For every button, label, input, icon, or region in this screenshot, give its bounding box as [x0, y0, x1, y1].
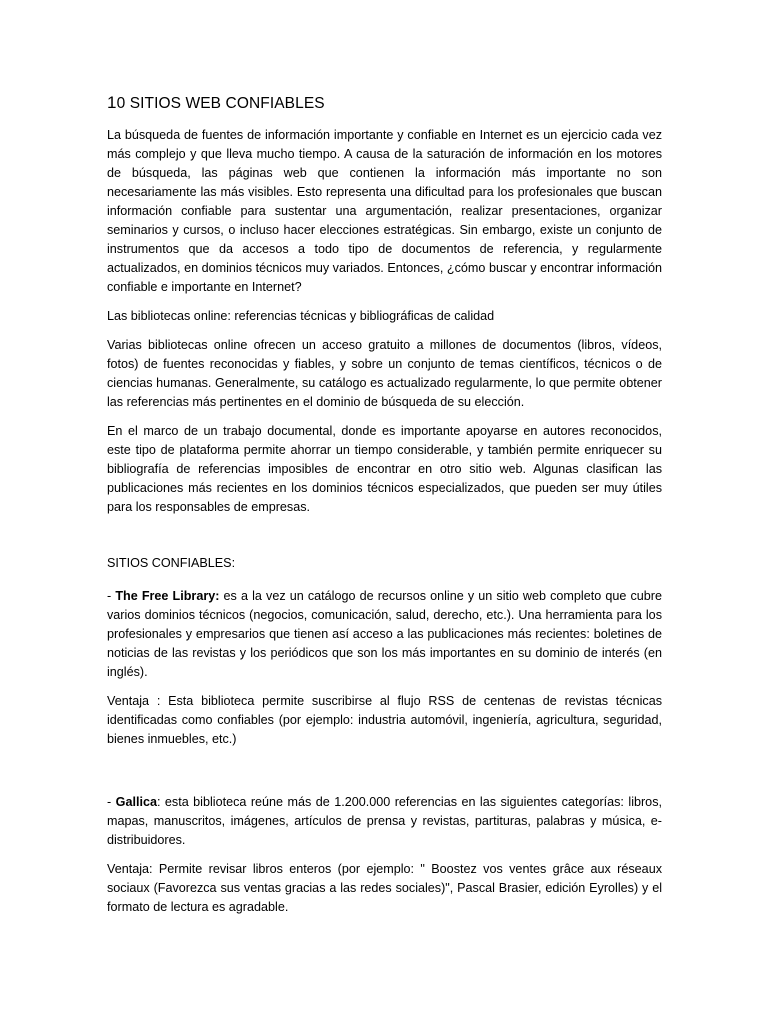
title-rest: 0 SITIOS WEB CONFIABLES [116, 95, 325, 112]
libraries-paragraph: Varias bibliotecas online ofrecen un acceso gratuito a millones de documentos (libros, vídeos, fotos) de fuentes reconocidas y fiables, y sobre un conjunto de temas científicos, técnicos o de ciencias humanas. Generalmente, su catálogo es actualizado regularmente, lo que permite obtener las referencias más pertinentes en el dominio de búsqueda de su elección. [107, 338, 662, 409]
libraries-subheading: Las bibliotecas online: referencias técnicas y bibliográficas de calidad [107, 309, 495, 323]
free-library-prefix: - [107, 589, 116, 603]
spacer [107, 527, 662, 554]
documental-paragraph: En el marco de un trabajo documental, donde es importante apoyarse en autores reconocidos, este tipo de plataforma permite ahorrar un tiempo considerable, y también permite enriquecer su bibliografía de referencias imposibles de encontrar en otro sitio web. Algunas clasifican las publicaciones más recientes en los dominios técnicos especializados, que pueden ser muy útiles para los responsables de empresas. [107, 424, 662, 514]
intro-paragraph: La búsqueda de fuentes de información importante y confiable en Internet es un ejercicio cada vez más complejo y que lleva mucho tiempo. A causa de la saturación de información en los motores de búsqueda, las páginas web que contienen la información más importante no son necesariamente las más visibles. Esto representa una dificultad para los profesionales que buscan información confiable para sustentar una argumentación, realizar presentaciones, organizar seminarios y cursos, o incluso hacer elecciones estratégicas. Sin embargo, existe un conjunto de instrumentos que da accesos a todo tipo de documentos de referencia, y regularmente actualizados, en dominios técnicos muy variados. Entonces, ¿cómo buscar y encontrar información confiable e importante en Internet? [107, 128, 662, 294]
document-title [107, 93, 662, 113]
spacer [107, 759, 662, 793]
free-library-paragraph [107, 587, 662, 682]
free-library-name: The Free Library: [115, 589, 220, 603]
document-content [107, 93, 662, 927]
free-library-advantage: Ventaja : Esta biblioteca permite suscribirse al flujo RSS de centenas de revistas técnicas identificadas como confiables (por ejemplo: industria automóvil, ingeniería, agricultura, seguridad, bienes inmuebles, etc.) [107, 694, 662, 746]
section-label: SITIOS CONFIABLES: [107, 556, 236, 570]
gallica-paragraph [107, 793, 662, 850]
gallica-prefix: - [107, 795, 116, 809]
title-first-char: 1 [107, 93, 117, 112]
gallica-name: Gallica [115, 795, 157, 809]
gallica-advantage: Ventaja: Permite revisar libros enteros (por ejemplo: " Boostez vos ventes grâce aux réseaux sociaux (Favorezca sus ventas gracias a las redes sociales)", Pascal Brasier, edición Eyrolles) y el formato de lectura es agradable. [107, 862, 662, 914]
gallica-text: : esta biblioteca reúne más de 1.200.000 referencias en las siguientes categorías: libros, mapas, manuscritos, imágenes, artículos de prensa y revistas, partituras, palabras y música, e-distribuidores. [107, 795, 662, 847]
free-library-text: es a la vez un catálogo de recursos online y un sitio web completo que cubre varios dominios técnicos (negocios, comunicación, salud, derecho, etc.). Una herramienta para los profesionales y empresarios que tienen así acceso a las publicaciones más recientes: boletines de noticias de las revistas y los periódicos que son los más importantes en su dominio de interés (en inglés). [107, 589, 662, 679]
